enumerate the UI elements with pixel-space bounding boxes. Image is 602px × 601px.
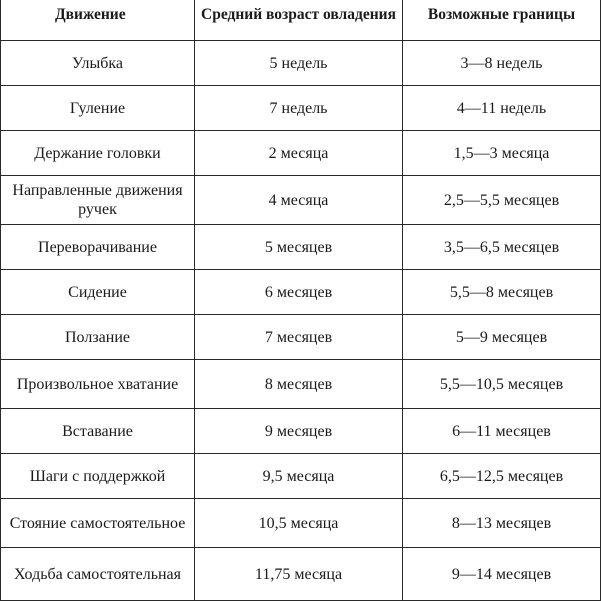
range-cell: 4—11 недель	[403, 86, 601, 131]
header-row	[1, 0, 601, 41]
table-row	[1, 41, 601, 86]
range-cell: 3,5—6,5 месяцев	[403, 225, 601, 270]
table-row	[1, 499, 601, 548]
table-row	[1, 409, 601, 454]
table-row	[1, 270, 601, 315]
average-age-cell: 7 месяцев	[195, 315, 403, 360]
average-age-cell: 4 месяца	[195, 176, 403, 225]
average-age-cell: 7 недель	[195, 86, 403, 131]
table-row	[1, 225, 601, 270]
average-age-cell: 5 месяцев	[195, 225, 403, 270]
table-body	[1, 41, 601, 601]
range-cell: 5,5—8 месяцев	[403, 270, 601, 315]
range-cell: 1,5—3 месяца	[403, 131, 601, 176]
header-average-age: Средний возраст овладения	[195, 0, 403, 41]
average-age-cell: 2 месяца	[195, 131, 403, 176]
movement-cell: Направленные движения ручек	[1, 176, 195, 225]
average-age-cell: 9,5 месяца	[195, 454, 403, 499]
range-cell: 8—13 месяцев	[403, 499, 601, 548]
header-movement: Движение	[1, 0, 195, 41]
table-row	[1, 454, 601, 499]
movement-cell: Произвольное хватание	[1, 360, 195, 409]
range-cell: 6—11 месяцев	[403, 409, 601, 454]
range-cell: 9—14 месяцев	[403, 548, 601, 601]
movement-cell: Ходьба самостоятельная	[1, 548, 195, 601]
range-cell: 2,5—5,5 месяцев	[403, 176, 601, 225]
range-cell: 3—8 недель	[403, 41, 601, 86]
average-age-cell: 6 месяцев	[195, 270, 403, 315]
table-row	[1, 360, 601, 409]
average-age-cell: 8 месяцев	[195, 360, 403, 409]
average-age-cell: 11,75 месяца	[195, 548, 403, 601]
average-age-cell: 5 недель	[195, 41, 403, 86]
range-cell: 5,5—10,5 месяцев	[403, 360, 601, 409]
movement-cell: Улыбка	[1, 41, 195, 86]
table-row	[1, 131, 601, 176]
range-cell: 6,5—12,5 месяцев	[403, 454, 601, 499]
movement-cell: Гуление	[1, 86, 195, 131]
movement-cell: Сидение	[1, 270, 195, 315]
average-age-cell: 10,5 месяца	[195, 499, 403, 548]
table-row	[1, 86, 601, 131]
range-cell: 5—9 месяцев	[403, 315, 601, 360]
movement-cell: Ползание	[1, 315, 195, 360]
table-row	[1, 315, 601, 360]
table-header	[1, 0, 601, 41]
table-row	[1, 176, 601, 225]
header-range: Возможные границы	[403, 0, 601, 41]
movement-cell: Переворачивание	[1, 225, 195, 270]
movement-cell: Шаги с поддержкой	[1, 454, 195, 499]
average-age-cell: 9 месяцев	[195, 409, 403, 454]
movement-cell: Держание головки	[1, 131, 195, 176]
table-row	[1, 548, 601, 601]
movement-cell: Вставание	[1, 409, 195, 454]
movement-cell: Стояние самостоятельное	[1, 499, 195, 548]
